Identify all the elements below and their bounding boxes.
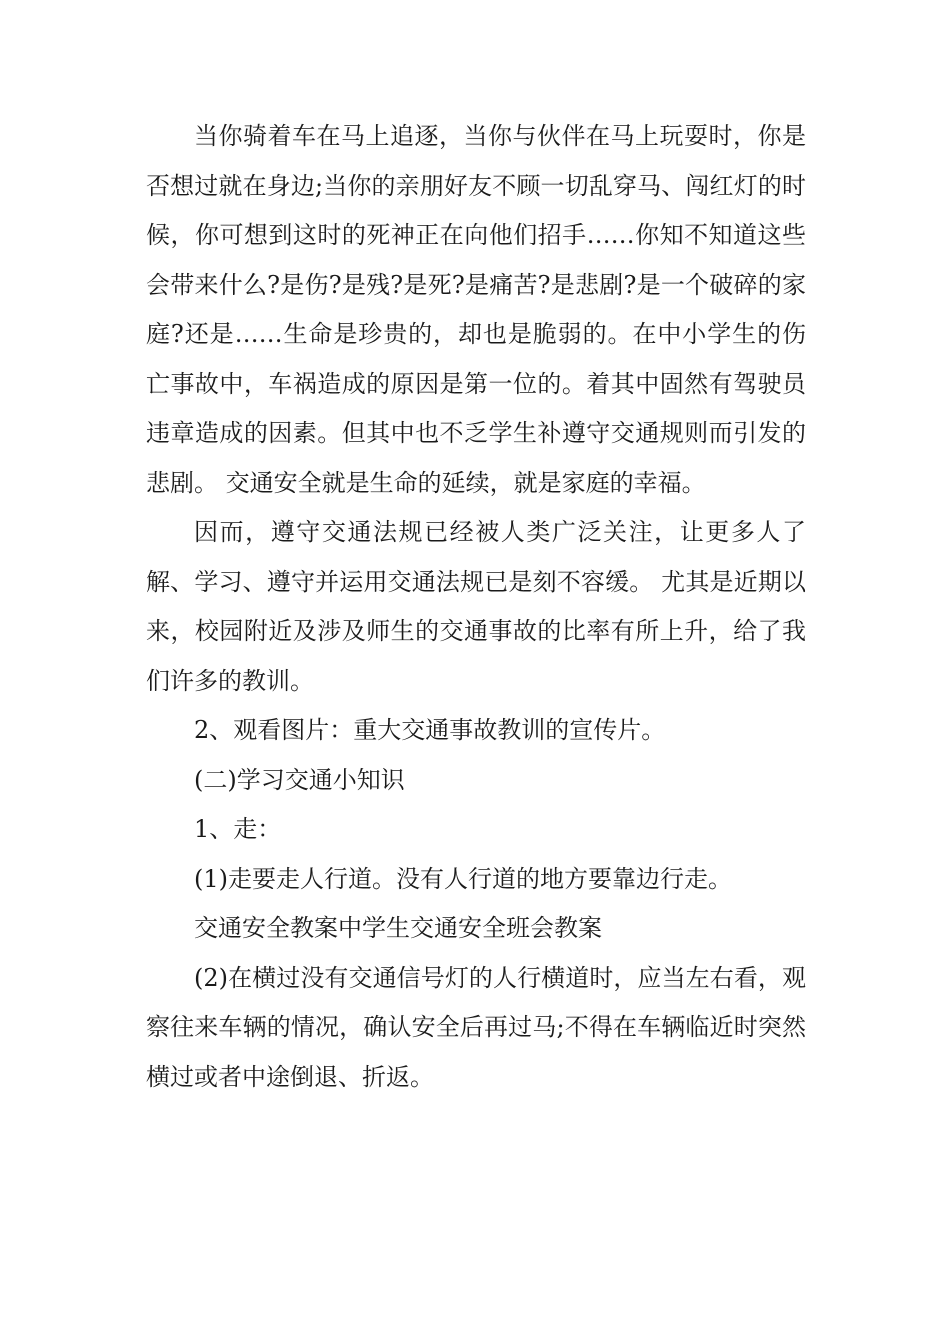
paragraph-watch-pictures: 2、观看图片：重大交通事故教训的宣传片。 [194, 716, 666, 744]
paragraph-obey-traffic-laws: 因而，遵守交通法规已经被人类广泛关注，让更多人了解、学习、遵守并运用交通法规已是刻不容缓。 尤其是近期以来，校园附近及涉及师生的交通事故的比率有所上升，给了我们许多的教训。 [146, 518, 806, 695]
section-heading-traffic-knowledge: (二)学习交通小知识 [194, 765, 405, 794]
paragraph-walk-sidewalk: (1)走要走人行道。没有人行道的地方要靠边行走。 [194, 864, 732, 893]
document-page [146, 112, 806, 1102]
paragraph-document-title: 交通安全教案中学生交通安全班会教案 [194, 914, 602, 942]
paragraph-traffic-danger: 当你骑着车在马上追逐，当你与伙伴在马上玩耍时，你是否想过就在身边;当你的亲朋好友不顾一切乱穿马、闯红灯的时候，你可想到这时的死神正在向他们招手……你知不知道这些会带来什么?是伤?是残?是死?是痛苦?是悲剧?是一个破碎的家庭?还是……生命是珍贵的，却也是脆弱的。在中小学生的伤亡事故中，车祸造成的原因是第一位的。着其中固然有驾驶员违章造成的因素。但其中也不乏学生补遵守交通规则而引发的悲剧。 交通安全就是生命的延续，就是家庭的幸福。 [146, 122, 806, 497]
paragraph-crosswalk-rules: (2)在横过没有交通信号灯的人行横道时，应当左右看，观察往来车辆的情况，确认安全后再过马;不得在车辆临近时突然横过或者中途倒退、折返。 [146, 963, 806, 1091]
subheading-walking: 1、走： [194, 815, 282, 843]
